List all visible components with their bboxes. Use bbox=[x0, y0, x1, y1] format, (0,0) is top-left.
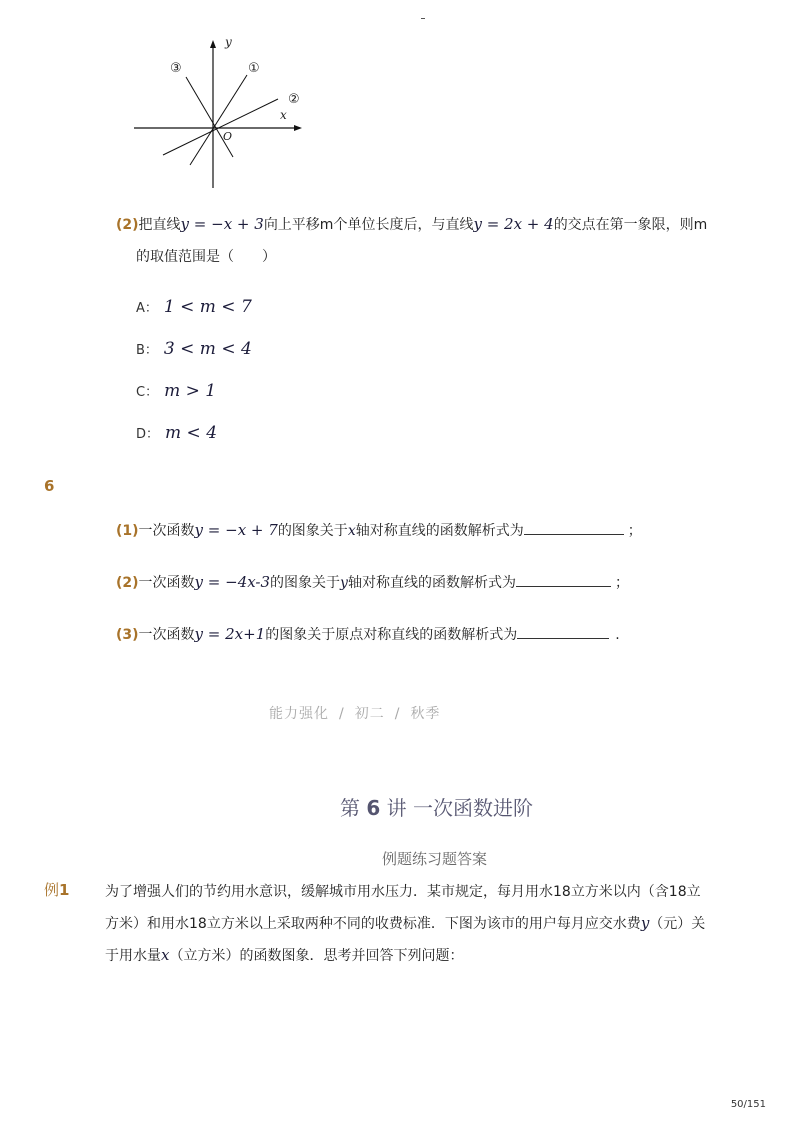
example-label-char: 例 bbox=[44, 881, 60, 899]
question-text: 向上平移m个单位长度后，与直线 bbox=[263, 217, 474, 233]
problem-number: 6 bbox=[44, 477, 55, 495]
item-end: ； bbox=[614, 575, 629, 591]
equation: y = 2x+1 bbox=[194, 625, 266, 643]
answer-blank[interactable] bbox=[516, 573, 611, 587]
example-label bbox=[44, 879, 69, 900]
item-number: (3) bbox=[116, 627, 139, 643]
item-text: 的图象关于原点对称直线的函数解析式为 bbox=[265, 627, 518, 643]
top-mark bbox=[421, 18, 425, 19]
option-b[interactable] bbox=[136, 339, 252, 359]
option-expression: 1 < m < 7 bbox=[163, 297, 252, 317]
y-axis-arrow-icon bbox=[210, 40, 216, 48]
item-number: (1) bbox=[116, 523, 139, 539]
lecture-prefix: 第 bbox=[340, 796, 360, 820]
page-number: 50/151 bbox=[730, 1099, 766, 1110]
y-axis-label: y bbox=[225, 35, 232, 49]
footer-grade: 初二 bbox=[354, 706, 385, 722]
equation: y = 2x + 4 bbox=[473, 215, 554, 233]
item-text: 轴对称直线的函数解析式为 bbox=[355, 523, 524, 539]
origin-label: O bbox=[223, 130, 233, 143]
option-c[interactable] bbox=[136, 381, 216, 401]
item-text: 的图象关于 bbox=[270, 575, 341, 591]
problem-6-item-3 bbox=[116, 624, 620, 644]
question-number: (2) bbox=[116, 217, 139, 233]
item-text: 轴对称直线的函数解析式为 bbox=[347, 575, 516, 591]
page-footer bbox=[269, 703, 440, 723]
answer-blank[interactable] bbox=[524, 521, 624, 535]
footer-category: 能力强化 bbox=[269, 706, 329, 722]
example-text-line2 bbox=[105, 913, 705, 933]
option-letter: C： bbox=[136, 385, 159, 400]
section-subtitle: 例题练习题答案 bbox=[382, 850, 488, 868]
footer-season: 秋季 bbox=[410, 706, 441, 722]
option-letter: B： bbox=[136, 343, 158, 358]
item-end: ； bbox=[627, 523, 642, 539]
option-expression: 3 < m < 4 bbox=[163, 339, 252, 359]
option-a[interactable] bbox=[136, 297, 252, 317]
x-axis-arrow-icon bbox=[294, 125, 302, 131]
option-letter: A： bbox=[136, 301, 158, 316]
example-text-line1: 为了增强人们的节约用水意识，缓解城市用水压力．某市规定，每月用水18立方米以内（含18立 bbox=[105, 884, 701, 900]
example-text: （元）关 bbox=[649, 916, 706, 932]
item-number: (2) bbox=[116, 575, 139, 591]
equation: y = −x + 7 bbox=[194, 521, 278, 539]
lecture-number: 6 bbox=[366, 796, 381, 820]
x-axis-label: x bbox=[280, 108, 287, 122]
lines-graph bbox=[130, 30, 310, 195]
equation: y = −x + 3 bbox=[180, 215, 264, 233]
footer-separator: / bbox=[394, 706, 401, 722]
line-1 bbox=[190, 75, 247, 165]
line-3-label: ③ bbox=[170, 61, 182, 76]
lecture-name: 讲 一次函数进阶 bbox=[386, 796, 533, 820]
example-text: 方米）和用水18立方米以上采取两种不同的收费标准．下图为该市的用户每月应交水费 bbox=[105, 916, 641, 932]
problem-6-item-1 bbox=[116, 520, 642, 540]
question-2-line1 bbox=[116, 214, 707, 234]
example-text: （立方米）的函数图象．思考并回答下列问题： bbox=[169, 948, 464, 964]
item-text: 的图象关于 bbox=[277, 523, 348, 539]
variable: y bbox=[640, 914, 650, 932]
line-3 bbox=[186, 77, 233, 157]
footer-separator: / bbox=[339, 706, 345, 722]
equation: y = −4x-3 bbox=[194, 573, 271, 591]
option-d[interactable] bbox=[136, 423, 217, 443]
example-text: 于用水量 bbox=[105, 948, 161, 964]
problem-6-item-2 bbox=[116, 572, 629, 592]
item-end: . bbox=[615, 627, 620, 643]
option-letter: D： bbox=[136, 427, 160, 442]
answer-blank[interactable] bbox=[517, 625, 609, 639]
item-text: 一次函数 bbox=[138, 575, 195, 591]
example-label-number: 1 bbox=[59, 881, 70, 899]
lecture-title bbox=[340, 792, 533, 821]
line-2-label: ② bbox=[288, 92, 300, 107]
item-text: 一次函数 bbox=[138, 523, 195, 539]
option-expression: m < 4 bbox=[165, 423, 218, 443]
question-2-line2: 的取值范围是（ ） bbox=[136, 249, 276, 265]
variable: x bbox=[347, 523, 356, 539]
option-expression: m > 1 bbox=[164, 381, 217, 401]
example-text-line3 bbox=[105, 945, 463, 965]
question-text: 的交点在第一象限，则m bbox=[553, 217, 708, 233]
variable: y bbox=[340, 575, 348, 591]
question-text: 把直线 bbox=[138, 217, 181, 233]
line-2 bbox=[163, 99, 278, 155]
line-1-label: ① bbox=[248, 61, 260, 76]
variable: x bbox=[161, 946, 170, 964]
item-text: 一次函数 bbox=[138, 627, 195, 643]
